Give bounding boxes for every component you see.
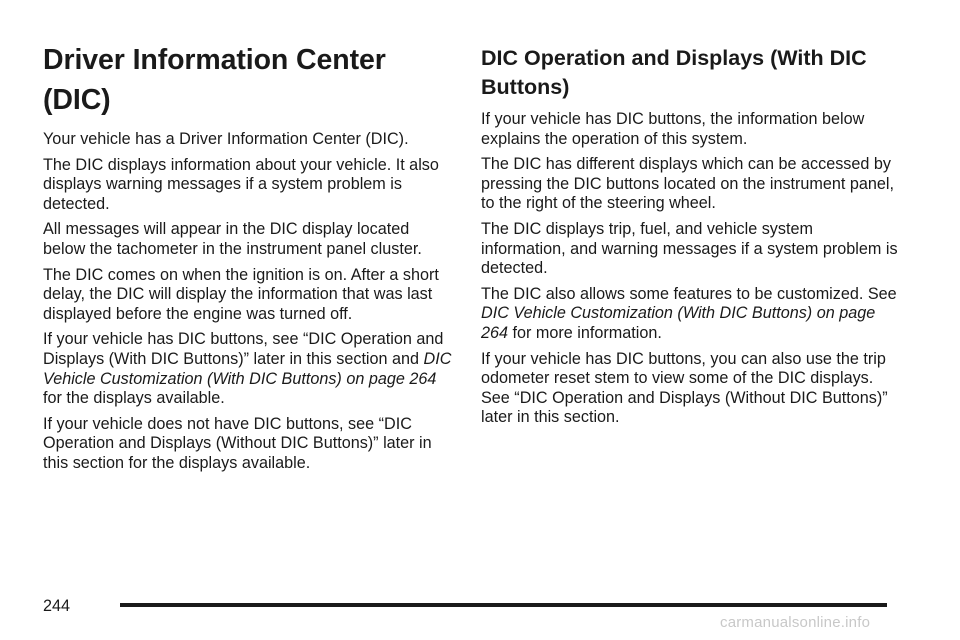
cross-reference-link[interactable]: DIC Vehicle Customization (With DIC Buttons) on page 264 (43, 349, 456, 388)
paragraph: The DIC displays information about your vehicle. It also displays warning messages if a system problem is detected. (43, 155, 439, 213)
cross-reference-link[interactable]: DIC Vehicle Customization (With DIC Buttons) on page 264 (481, 304, 880, 342)
paragraph: The DIC has different displays which can be accessed by pressing the DIC buttons located on the instrument panel, to the right of the steering wheel. (481, 155, 895, 213)
footer-divider (120, 603, 887, 607)
paragraph: If your vehicle does not have DIC buttons, see “DIC Operation and Displays (Without DIC Buttons)” later in this section for the displays available. (43, 414, 432, 472)
paragraph-text: The DIC also allows some features to be customized. See (481, 284, 902, 303)
left-column (43, 40, 456, 480)
paragraph: If your vehicle has DIC buttons, the information below explains the operation of this system. (481, 110, 865, 148)
watermark: carmanualsonline.info (720, 614, 871, 631)
paragraph: The DIC comes on when the ignition is on. After a short delay, the DIC will display the information that was last displayed before the engine was turned off. (43, 265, 439, 323)
section-title-dic: Driver Information Center (DIC) (43, 44, 386, 116)
paragraph (43, 330, 456, 408)
paragraph: All messages will appear in the DIC display located below the tachometer in the instrument panel cluster. (43, 220, 422, 258)
paragraph-text: If your vehicle has DIC buttons, see “DIC Operation and Displays (With DIC Buttons)” later in this section and (43, 330, 448, 368)
paragraph (481, 285, 901, 344)
paragraph: Your vehicle has a Driver Information Center (DIC). (43, 130, 409, 148)
paragraph: If your vehicle has DIC buttons, you can also use the trip odometer reset stem to view some of the DIC displays. See “DIC Operation and Displays (Without DIC Buttons)” later in this section. (481, 349, 888, 427)
paragraph: The DIC displays trip, fuel, and vehicle system information, and warning messages if a system problem is detected. (481, 219, 898, 278)
paragraph-text: for more information. (508, 323, 662, 342)
right-column (481, 40, 901, 434)
page-number: 244 (43, 597, 71, 615)
paragraph-text: for the displays available. (43, 369, 441, 408)
section-title-dic-operation: DIC Operation and Displays (With DIC Buttons) (481, 46, 867, 99)
